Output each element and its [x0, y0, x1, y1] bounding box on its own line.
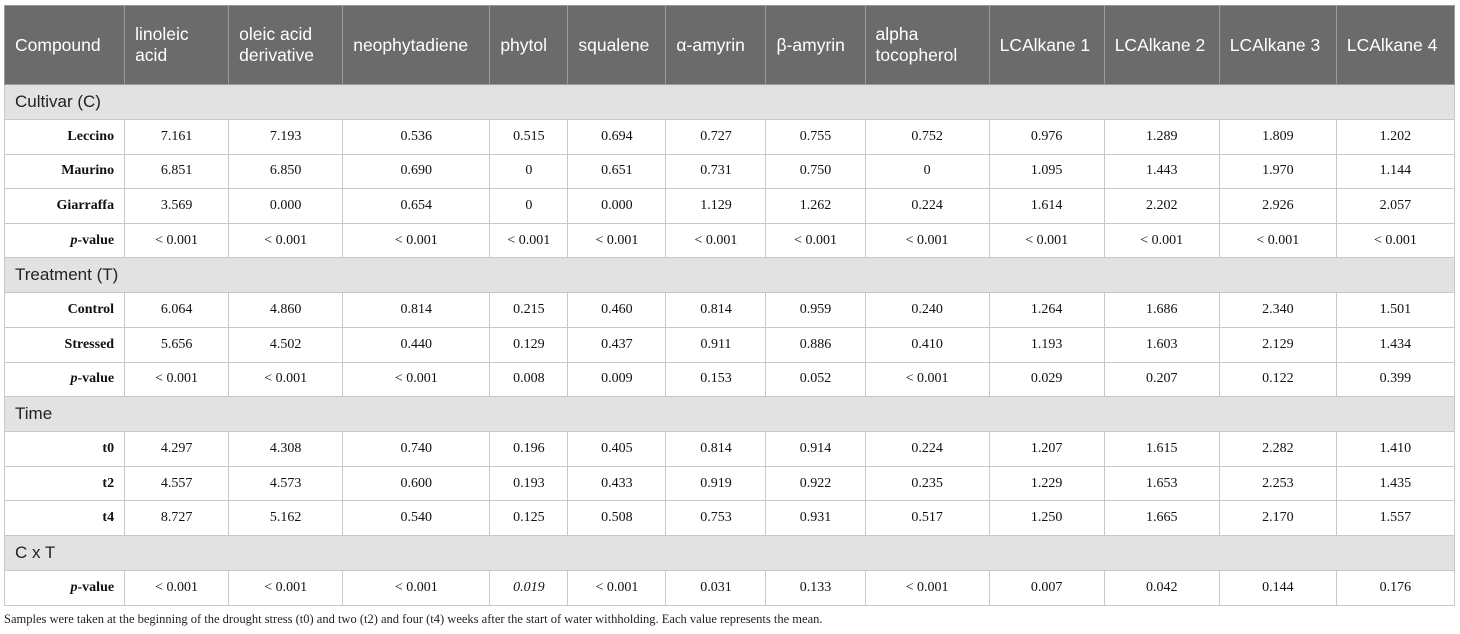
table-row: [5, 501, 1455, 536]
table-cell: 0: [490, 154, 568, 189]
table-cell: 0.399: [1336, 362, 1454, 397]
column-header: LCAlkane 3: [1219, 6, 1336, 85]
table-cell: 0.042: [1104, 570, 1219, 605]
table-cell: 1.144: [1336, 154, 1454, 189]
table-cell: 0.654: [343, 189, 490, 224]
row-label: Control: [5, 293, 125, 328]
table-cell: < 0.001: [666, 223, 766, 258]
row-label: Maurino: [5, 154, 125, 189]
table-row: [5, 154, 1455, 189]
table-cell: 2.202: [1104, 189, 1219, 224]
table-cell: < 0.001: [125, 570, 229, 605]
table-cell: 0.153: [666, 362, 766, 397]
section-title: Treatment (T): [5, 258, 1455, 293]
table-cell: 0: [490, 189, 568, 224]
table-cell: < 0.001: [865, 223, 989, 258]
table-cell: 0.931: [766, 501, 865, 536]
table-cell: 5.162: [229, 501, 343, 536]
table-cell: 2.129: [1219, 327, 1336, 362]
table-cell: 1.614: [989, 189, 1104, 224]
table-cell: 0.753: [666, 501, 766, 536]
table-cell: 0.029: [989, 362, 1104, 397]
table-cell: < 0.001: [865, 362, 989, 397]
table-cell: 1.665: [1104, 501, 1219, 536]
table-cell: 1.289: [1104, 120, 1219, 155]
table-cell: 1.193: [989, 327, 1104, 362]
table-cell: 0.752: [865, 120, 989, 155]
table-row: [5, 432, 1455, 467]
table-cell: < 0.001: [865, 570, 989, 605]
table-cell: 0.031: [666, 570, 766, 605]
table-cell: < 0.001: [766, 223, 865, 258]
table-cell: 0.690: [343, 154, 490, 189]
table-cell: 1.410: [1336, 432, 1454, 467]
table-cell: 0.176: [1336, 570, 1454, 605]
table-cell: 1.207: [989, 432, 1104, 467]
table-row: [5, 120, 1455, 155]
p-letter: p: [70, 371, 78, 387]
table-cell: 1.129: [666, 189, 766, 224]
table-row: [5, 466, 1455, 501]
table-cell: 1.501: [1336, 293, 1454, 328]
table-cell: 0.517: [865, 501, 989, 536]
table-cell: 1.229: [989, 466, 1104, 501]
table-cell: 1.653: [1104, 466, 1219, 501]
table-cell: 0.008: [490, 362, 568, 397]
table-cell: 2.170: [1219, 501, 1336, 536]
table-cell: 4.308: [229, 432, 343, 467]
table-cell: 1.557: [1336, 501, 1454, 536]
table-row: [5, 189, 1455, 224]
table-cell: 0.235: [865, 466, 989, 501]
row-label: t4: [5, 501, 125, 536]
table-cell: 0.000: [568, 189, 666, 224]
table-cell: 0.536: [343, 120, 490, 155]
table-cell: 2.282: [1219, 432, 1336, 467]
section-title: C x T: [5, 535, 1455, 570]
table-cell: 0.731: [666, 154, 766, 189]
row-label: t0: [5, 432, 125, 467]
table-cell: 0.000: [229, 189, 343, 224]
table-cell: < 0.001: [989, 223, 1104, 258]
table-row: [5, 327, 1455, 362]
table-cell: 0.651: [568, 154, 666, 189]
table-cell: 0.740: [343, 432, 490, 467]
table-cell: 0.976: [989, 120, 1104, 155]
row-label: p-value: [5, 223, 125, 258]
table-cell: 0.224: [865, 189, 989, 224]
column-header: LCAlkane 4: [1336, 6, 1454, 85]
table-cell: < 0.001: [229, 362, 343, 397]
table-cell: 1.809: [1219, 120, 1336, 155]
table-cell: 3.569: [125, 189, 229, 224]
table-cell: 0.007: [989, 570, 1104, 605]
table-cell: 0.922: [766, 466, 865, 501]
table-cell: 0.125: [490, 501, 568, 536]
table-cell: 1.443: [1104, 154, 1219, 189]
table-cell: < 0.001: [343, 570, 490, 605]
row-label: p-value: [5, 570, 125, 605]
table-row: [5, 362, 1455, 397]
table-cell: 0.196: [490, 432, 568, 467]
table-cell: 7.193: [229, 120, 343, 155]
table-cell: 0.694: [568, 120, 666, 155]
table-cell: 6.851: [125, 154, 229, 189]
table-cell: 0.405: [568, 432, 666, 467]
table-cell: 0.914: [766, 432, 865, 467]
table-cell: < 0.001: [1104, 223, 1219, 258]
row-label: Giarraffa: [5, 189, 125, 224]
table-cell: 7.161: [125, 120, 229, 155]
table-cell: < 0.001: [343, 362, 490, 397]
column-header: linoleic acid: [125, 6, 229, 85]
table-cell: 2.057: [1336, 189, 1454, 224]
table-cell: 0.440: [343, 327, 490, 362]
column-header: α-amyrin: [666, 6, 766, 85]
table-cell: 0.959: [766, 293, 865, 328]
table-cell: 0.540: [343, 501, 490, 536]
table-cell: < 0.001: [125, 223, 229, 258]
table-cell: 0.129: [490, 327, 568, 362]
table-cell: 0.508: [568, 501, 666, 536]
table-cell: < 0.001: [1336, 223, 1454, 258]
table-cell: 0.052: [766, 362, 865, 397]
table-cell: 0.515: [490, 120, 568, 155]
table-cell: 1.434: [1336, 327, 1454, 362]
table-row: [5, 570, 1455, 605]
table-cell: 4.297: [125, 432, 229, 467]
table-cell: 1.686: [1104, 293, 1219, 328]
table-cell: 4.573: [229, 466, 343, 501]
table-cell: < 0.001: [229, 570, 343, 605]
table-cell: 0.410: [865, 327, 989, 362]
table-cell: 0.122: [1219, 362, 1336, 397]
table-footnote: Samples were taken at the beginning of the drought stress (t0) and two (t2) and four (t4) weeks after the start of water withholding. Each value represents the mean.: [4, 612, 823, 626]
table-cell: 6.850: [229, 154, 343, 189]
column-header: phytol: [490, 6, 568, 85]
table-cell: 0.814: [666, 432, 766, 467]
section-header-row: [5, 85, 1455, 120]
table-row: [5, 223, 1455, 258]
table-cell: 0.460: [568, 293, 666, 328]
column-header: oleic acid derivative: [229, 6, 343, 85]
section-header-row: [5, 258, 1455, 293]
column-header: alpha tocopherol: [865, 6, 989, 85]
table-cell: 0.433: [568, 466, 666, 501]
table-cell: 0.193: [490, 466, 568, 501]
p-letter: p: [70, 579, 78, 595]
table-cell: 0.240: [865, 293, 989, 328]
table-cell: 0.727: [666, 120, 766, 155]
column-header: LCAlkane 2: [1104, 6, 1219, 85]
table-cell: 1.615: [1104, 432, 1219, 467]
table-cell: < 0.001: [343, 223, 490, 258]
table-cell: 2.253: [1219, 466, 1336, 501]
compounds-table: [4, 5, 1455, 606]
table-cell: 1.202: [1336, 120, 1454, 155]
section-header-row: [5, 535, 1455, 570]
table-cell: 2.926: [1219, 189, 1336, 224]
row-label: Leccino: [5, 120, 125, 155]
table-cell: 0.009: [568, 362, 666, 397]
row-label: t2: [5, 466, 125, 501]
table-cell: 0.814: [666, 293, 766, 328]
row-label: Stressed: [5, 327, 125, 362]
table-cell: 0: [865, 154, 989, 189]
table-cell: 0.133: [766, 570, 865, 605]
table-cell: 1.435: [1336, 466, 1454, 501]
table-cell: 0.919: [666, 466, 766, 501]
table-cell: < 0.001: [568, 223, 666, 258]
table-cell: 1.262: [766, 189, 865, 224]
table-cell: 2.340: [1219, 293, 1336, 328]
table-cell: 5.656: [125, 327, 229, 362]
row-label: p-value: [5, 362, 125, 397]
table-cell: 4.860: [229, 293, 343, 328]
section-title: Cultivar (C): [5, 85, 1455, 120]
table-cell: < 0.001: [229, 223, 343, 258]
section-title: Time: [5, 397, 1455, 432]
table-cell: < 0.001: [568, 570, 666, 605]
column-header: squalene: [568, 6, 666, 85]
section-header-row: [5, 397, 1455, 432]
column-header-compound: Compound: [5, 6, 125, 85]
table-cell: 4.502: [229, 327, 343, 362]
header-row: [5, 6, 1455, 85]
table-container: [4, 5, 1455, 606]
table-cell: 4.557: [125, 466, 229, 501]
table-row: [5, 293, 1455, 328]
table-cell: < 0.001: [125, 362, 229, 397]
column-header: neophytadiene: [343, 6, 490, 85]
table-cell: 1.095: [989, 154, 1104, 189]
table-cell: 0.911: [666, 327, 766, 362]
table-cell: 0.215: [490, 293, 568, 328]
table-cell: 0.144: [1219, 570, 1336, 605]
table-cell: 0.814: [343, 293, 490, 328]
p-letter: p: [70, 232, 78, 248]
table-cell: 0.886: [766, 327, 865, 362]
table-body: [5, 85, 1455, 606]
table-cell: 1.250: [989, 501, 1104, 536]
column-header: β-amyrin: [766, 6, 865, 85]
table-cell: 0.224: [865, 432, 989, 467]
table-cell: 1.264: [989, 293, 1104, 328]
table-cell: 1.970: [1219, 154, 1336, 189]
table-cell: 8.727: [125, 501, 229, 536]
table-cell: 0.437: [568, 327, 666, 362]
table-cell: 1.603: [1104, 327, 1219, 362]
table-cell: < 0.001: [490, 223, 568, 258]
column-header: LCAlkane 1: [989, 6, 1104, 85]
table-cell: 0.019: [490, 570, 568, 605]
table-cell: 0.600: [343, 466, 490, 501]
table-cell: 0.207: [1104, 362, 1219, 397]
table-cell: < 0.001: [1219, 223, 1336, 258]
table-cell: 0.750: [766, 154, 865, 189]
table-cell: 6.064: [125, 293, 229, 328]
table-cell: 0.755: [766, 120, 865, 155]
